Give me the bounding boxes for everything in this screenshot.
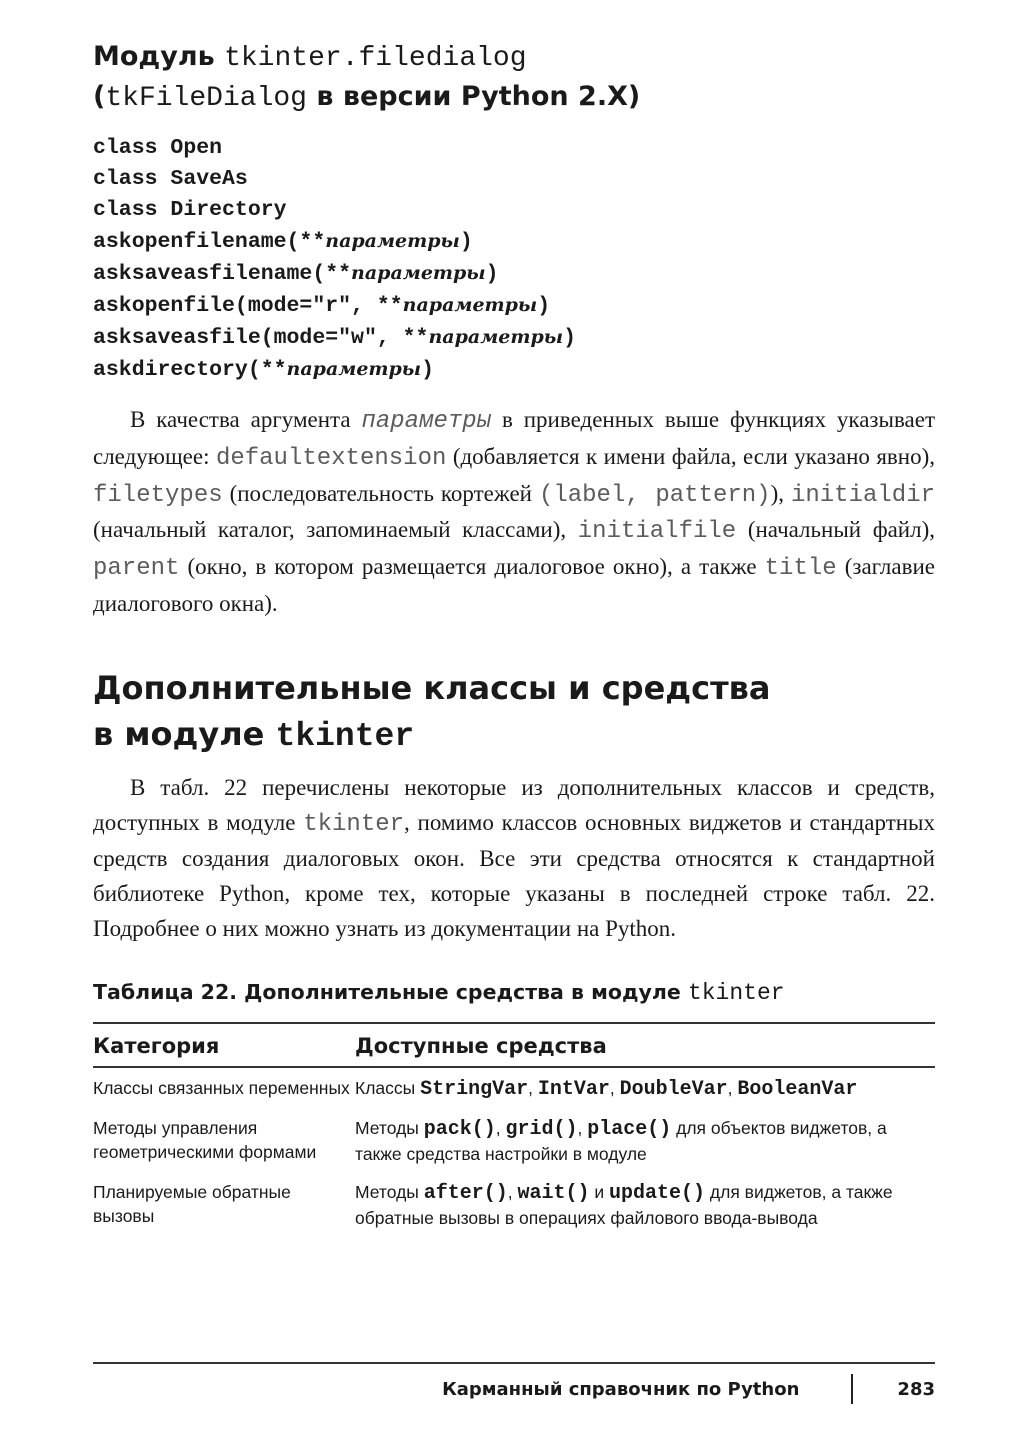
code-argument: параметры <box>286 358 422 380</box>
table-caption <box>93 977 935 1008</box>
code-line <box>93 164 935 195</box>
page-footer <box>93 1362 935 1400</box>
caption-module-name: tkinter <box>687 979 785 1006</box>
table-row <box>93 1067 935 1108</box>
text-run: (последовательность кортежей <box>222 480 539 506</box>
text-run: (начальный каталог, запоминаемый классами), <box>93 517 578 543</box>
cell-code-term: IntVar <box>537 1077 610 1101</box>
code-line <box>93 290 935 322</box>
cell-text: и <box>589 1181 610 1202</box>
code-argument: параметры <box>428 326 564 348</box>
text-run: В табл. 22 перечислены некоторые из дополнительных классов и средств, доступных в модуле <box>93 774 935 835</box>
tools-table <box>93 1022 935 1236</box>
cell-text: , <box>727 1077 738 1098</box>
cell-code-term: BooleanVar <box>737 1077 858 1101</box>
inline-code: defaultextension <box>215 444 447 472</box>
cell-tools <box>355 1108 935 1172</box>
inline-code: (label, pattern) <box>538 481 771 509</box>
code-listing <box>93 133 935 386</box>
text-run: , помимо классов основных виджетов и стандартных средств создания диалоговых окон. Все эти средства относятся к стандартной библиотеке Python, кроме тех, которые указаны в последней строке табл. 22. Подробнее о них можно узнать из документации на Python. <box>93 809 936 941</box>
text-run: (добавляется к имени файла, если указано явно), <box>446 443 935 469</box>
inline-code: title <box>764 555 837 583</box>
cell-text: для объектов виджетов, а также средства настройки в модуле <box>355 1117 887 1164</box>
footer-separator <box>851 1374 853 1404</box>
cell-text: Методы <box>355 1181 424 1202</box>
heading-text-suffix: в версии Python 2.X) <box>306 81 641 112</box>
cell-category: Планируемые обратные вызовы <box>93 1181 291 1226</box>
text-run: В качества аргумента <box>130 407 362 432</box>
cell-text: , <box>577 1117 588 1138</box>
inline-code: parent <box>93 555 180 583</box>
cell-text: Классы <box>355 1077 421 1098</box>
code-argument: параметры <box>402 294 538 316</box>
heading-module-name: tkinter <box>275 717 415 755</box>
cell-code-term: pack() <box>423 1117 496 1141</box>
cell-code-term: grid() <box>505 1117 578 1141</box>
cell-text: , <box>609 1077 620 1098</box>
code-close-paren: ) <box>537 294 551 318</box>
cell-code-term: place() <box>587 1117 672 1141</box>
table-header-row <box>93 1023 935 1067</box>
heading-module-name: tkinter.filedialog <box>224 43 527 74</box>
code-line <box>93 322 935 354</box>
heading-text: Дополнительные классы и средства <box>93 668 771 707</box>
inline-code: filetypes <box>93 481 223 509</box>
code-text: askdirectory(** <box>93 358 287 382</box>
code-close-paren: ) <box>421 358 435 382</box>
text-run: ), <box>770 480 791 506</box>
code-text: askopenfilename(** <box>93 230 326 254</box>
cell-code-term: after() <box>423 1181 508 1205</box>
text-run: (заглавие диалогового окна). <box>93 554 935 616</box>
footer-book-title: Карманный справочник по Python <box>442 1378 800 1400</box>
cell-tools <box>355 1067 935 1108</box>
text-run: (начальный файл), <box>736 517 935 543</box>
cell-code-term: update() <box>609 1181 706 1205</box>
code-line <box>93 354 935 386</box>
paragraph-extra-classes <box>93 771 935 947</box>
code-text: asksaveasfilename(** <box>93 262 352 286</box>
cell-code-term: wait() <box>517 1181 590 1205</box>
cell-category: Методы управления геометрическими формами <box>93 1117 317 1162</box>
table-body <box>93 1067 935 1236</box>
code-line <box>93 195 935 226</box>
cell-text: , <box>528 1077 538 1098</box>
inline-code: initialfile <box>577 518 737 546</box>
table-row <box>93 1108 935 1172</box>
heading-alt-module-name: tkFileDialog <box>105 83 307 114</box>
table-row <box>93 1172 935 1236</box>
cell-text: Методы <box>355 1117 424 1138</box>
code-text: asksaveasfile(mode="w", ** <box>93 326 429 350</box>
cell-category: Классы связанных переменных <box>93 1077 350 1098</box>
code-close-paren: ) <box>563 326 576 350</box>
code-text: class SaveAs <box>93 167 248 191</box>
cell-text: , <box>507 1181 518 1202</box>
heading-text: Модуль <box>93 41 225 72</box>
inline-code: initialdir <box>790 481 935 509</box>
code-line <box>93 258 935 290</box>
caption-text: Таблица 22. Дополнительные средства в модуле <box>93 979 688 1004</box>
page-number: 283 <box>897 1378 935 1400</box>
column-header-tools: Доступные средства <box>355 1023 935 1067</box>
cell-text: , <box>495 1117 506 1138</box>
code-line <box>93 133 935 164</box>
heading-paren: ( <box>93 81 106 112</box>
code-close-paren: ) <box>485 262 499 286</box>
code-text: class Directory <box>93 198 287 222</box>
code-text: class Open <box>93 136 223 160</box>
paragraph-dialog-options <box>93 403 935 622</box>
cell-text: для виджетов, а также обратные вызовы в операциях файлового ввода-вывода <box>355 1181 893 1228</box>
code-argument: параметры <box>351 262 486 284</box>
heading-text: в модуле <box>93 714 276 753</box>
inline-code: параметры <box>361 408 492 435</box>
code-argument: параметры <box>325 230 460 252</box>
section-heading-extra-classes <box>93 665 935 760</box>
code-line <box>93 226 935 258</box>
cell-code-term: StringVar <box>420 1077 529 1101</box>
text-run: в приведенных выше функциях указывает следующее: <box>93 407 935 469</box>
cell-tools <box>355 1172 935 1236</box>
page-content <box>93 38 935 1236</box>
section-heading-filedialog <box>93 38 935 118</box>
code-text: askopenfile(mode="r", ** <box>93 294 403 318</box>
cell-code-term: DoubleVar <box>619 1077 728 1101</box>
code-close-paren: ) <box>459 230 473 254</box>
text-run: (окно, в котором размещается диалоговое окно), а также <box>179 554 765 580</box>
inline-code: tkinter <box>303 810 405 838</box>
column-header-category: Категория <box>93 1023 355 1067</box>
